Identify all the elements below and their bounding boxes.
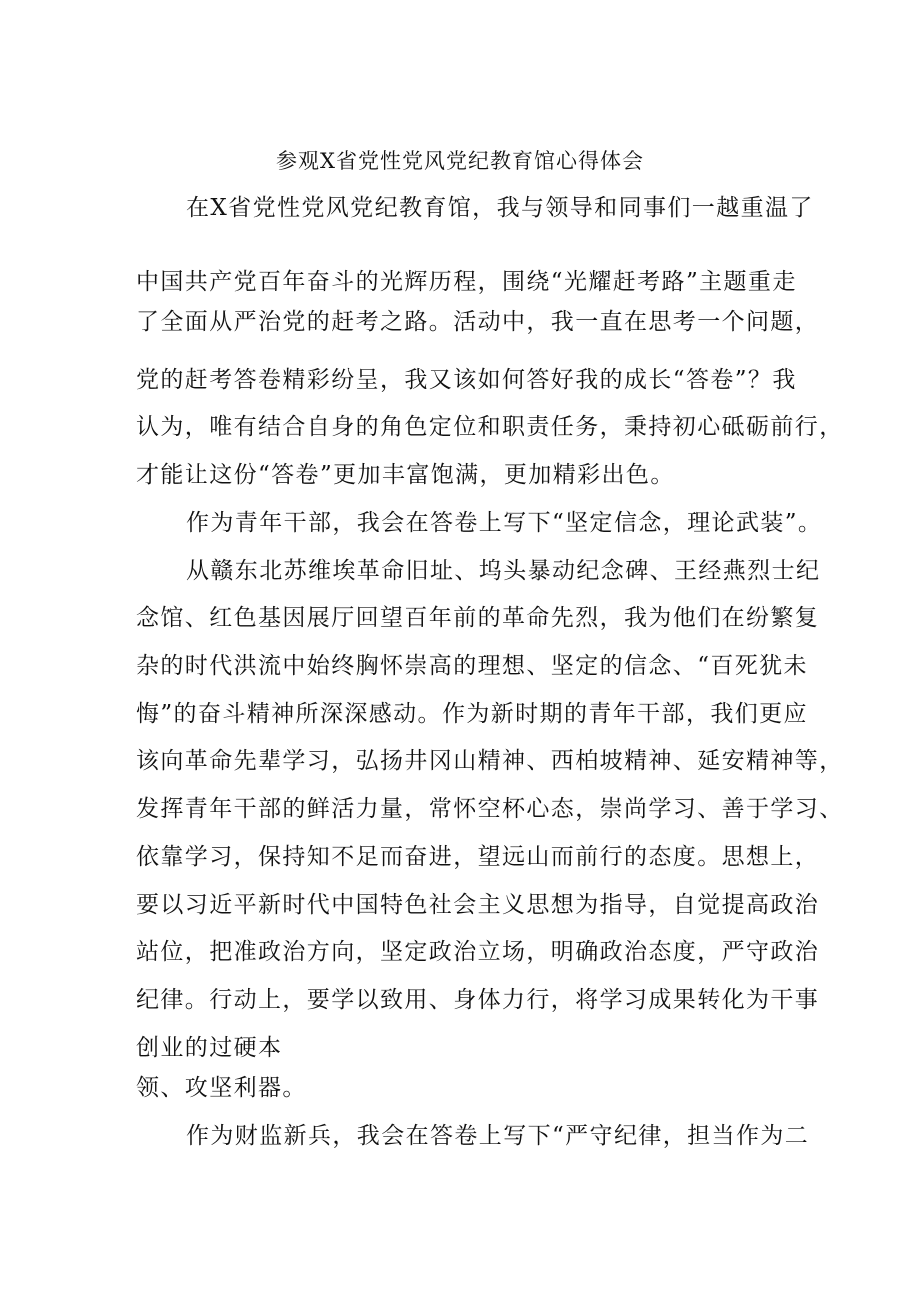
paragraph-line: 党的赶考答卷精彩纷呈，我又该如何答好我的成长“答卷”？我 [136, 367, 797, 393]
paragraph-line: 在X省党性党风党纪教育馆，我与领导和同事们一越重温了 [186, 195, 814, 221]
paragraph-line: 站位，把准政治方向，坚定政治立场，明确政治态度，严守政治 [136, 939, 820, 965]
paragraph-line: 作为青年干部，我会在答卷上写下“坚定信念，理论武装”。 [186, 510, 823, 536]
paragraph-line: 依靠学习，保持知不足而奋进，望远山而前行的态度。思想上， [136, 844, 820, 870]
paragraph-line: 悔”的奋斗精神所深深感动。作为新时期的青年干部，我们更应 [136, 701, 808, 727]
paragraph-line: 领、攻坚利器。 [136, 1075, 307, 1101]
paragraph-line: 中国共产党百年奋斗的光辉历程，围绕“光耀赶考路”主题重走 [136, 269, 797, 295]
paragraph-line: 创业的过硬本 [136, 1035, 283, 1061]
document-title: 参观X省党性党风党纪教育馆心得体会 [276, 149, 644, 173]
paragraph-line: 作为财监新兵，我会在答卷上写下“严守纪律，担当作为二 [186, 1123, 810, 1149]
paragraph-line: 纪律。行动上，要学以致用、身体力行，将学习成果转化为干事 [136, 987, 820, 1013]
paragraph-line: 了全面从严治党的赶考之路。活动中，我一直在思考一个问题， [136, 309, 820, 335]
paragraph-line: 认为，唯有结合自身的角色定位和职责任务，秉持初心砥砺前行， [136, 414, 844, 440]
paragraph-line: 才能让这份“答卷”更加丰富饱满，更加精彩出色。 [136, 462, 675, 488]
paragraph-line: 要以习近平新时代中国特色社会主义思想为指导，自觉提高政治 [136, 892, 820, 918]
paragraph-line: 念馆、红色基因展厅回望百年前的革命先烈，我为他们在纷繁复 [136, 605, 820, 631]
paragraph-line: 该向革命先辈学习，弘扬井冈山精神、西柏坡精神、延安精神等， [136, 748, 844, 774]
paragraph-line: 发挥青年干部的鲜活力量，常怀空杯心态，崇尚学习、善于学习、 [136, 796, 844, 822]
paragraph-line: 杂的时代洪流中始终胸怀崇高的理想、坚定的信念、“百死犹未 [136, 653, 808, 679]
paragraph-line: 从赣东北苏维埃革命旧址、坞头暴动纪念碑、王经燕烈士纪 [186, 558, 821, 584]
